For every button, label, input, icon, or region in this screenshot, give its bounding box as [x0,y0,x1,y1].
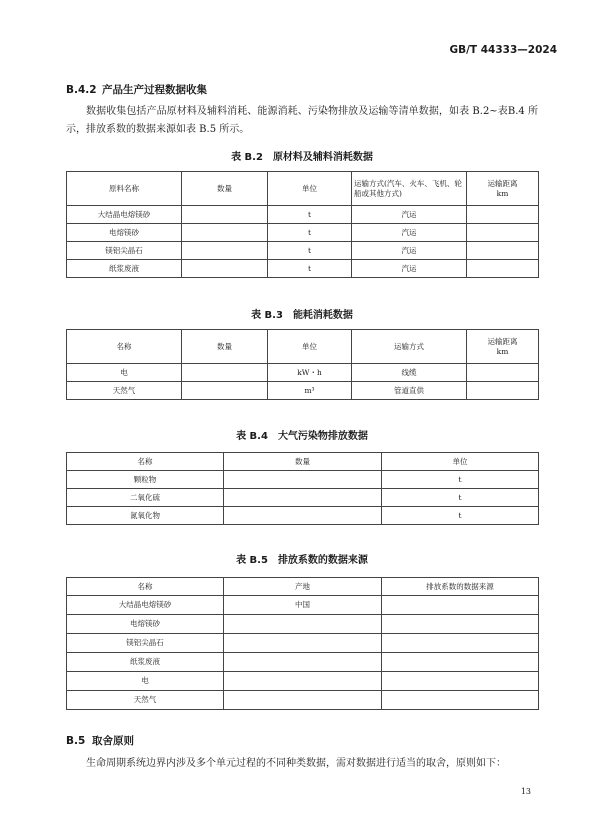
table-cell [382,634,539,653]
table-cell [182,206,268,224]
table-row [67,596,539,615]
table-cell: 汽运 [352,260,467,278]
table-cell: t [268,260,352,278]
header-cell: 运输方式 [352,330,467,364]
header-cell: 单位 [268,330,352,364]
table-cell: 颗粒物 [67,471,224,489]
table-cell [467,364,539,382]
table-cell: m³ [268,382,352,400]
table-cell [182,242,268,260]
table-caption-b2 [66,148,538,163]
table-cell [224,653,382,672]
table-cell: 电 [67,672,224,691]
table-b3 [66,329,539,400]
table-row [67,672,539,691]
table-row [67,382,539,400]
table-caption-b4 [66,427,538,442]
table-cell [224,615,382,634]
section-number: B.5 [66,735,86,747]
table-title: 能耗消耗数据 [292,310,353,321]
header-cell: 产地 [224,578,382,596]
table-cell: 镁铝尖晶石 [67,634,224,653]
table-b4 [66,452,539,525]
table-cell [467,382,539,400]
table-title: 原材料及辅料消耗数据 [272,152,373,163]
table-number: 表 B.3 [251,310,283,321]
table-header-row [67,578,539,596]
table-row [67,206,539,224]
table-cell [382,691,539,710]
table-header-row [67,330,539,364]
header-cell: 数量 [182,172,268,206]
table-cell: t [382,507,539,525]
table-row [67,364,539,382]
table-cell: 中国 [224,596,382,615]
table-cell: 天然气 [67,382,182,400]
table-cell [467,260,539,278]
table-cell: 汽运 [352,206,467,224]
table-cell: 电熔镁砂 [67,615,224,634]
table-cell [182,260,268,278]
table-row [67,507,539,525]
table-number: 表 B.4 [236,431,268,442]
table-cell: t [268,242,352,260]
table-cell: t [382,489,539,507]
table-cell: t [382,471,539,489]
standard-number: GB/T 44333—2024 [449,44,557,56]
header-cell: 数量 [224,453,382,471]
table-header-row [67,453,539,471]
header-cell: 单位 [382,453,539,471]
page-number: 13 [520,787,531,796]
table-cell: 电 [67,364,182,382]
table-cell [182,224,268,242]
section-heading-b5 [66,733,134,748]
table-row [67,691,539,710]
table-cell [224,507,382,525]
table-caption-b5 [66,551,538,566]
table-row [67,615,539,634]
section-paragraph-b42: 数据收集包括产品原材料及辅料消耗、能源消耗、污染物排放及运输等清单数据，如表 B.2~表B.4 所示，排放系数的数据来源如表 B.5 所示。 [66,106,538,135]
table-number: 表 B.2 [231,152,263,163]
table-cell [224,471,382,489]
table-row [67,224,539,242]
table-title: 大气污染物排放数据 [277,431,368,442]
table-cell [224,672,382,691]
section-title: 取舍原则 [92,735,134,747]
header-cell: 排放系数的数据来源 [382,578,539,596]
table-cell [467,224,539,242]
table-row [67,260,539,278]
table-cell: 大结晶电熔镁砂 [67,596,224,615]
header-cell: 运输距离 km [467,330,539,364]
table-cell: 纸浆废液 [67,653,224,672]
table-row [67,471,539,489]
table-cell [467,242,539,260]
header-cell: 数量 [182,330,268,364]
table-row [67,634,539,653]
table-cell: 镁铝尖晶石 [67,242,182,260]
table-cell: 电熔镁砂 [67,224,182,242]
header-cell: 运输距离 km [467,172,539,206]
table-row [67,653,539,672]
table-cell: 汽运 [352,242,467,260]
table-caption-b3 [66,306,538,321]
table-b2 [66,171,539,278]
header-cell: 名称 [67,330,182,364]
table-cell [224,489,382,507]
table-cell: 线缆 [352,364,467,382]
section-number: B.4.2 [66,84,97,96]
section-title: 产品生产过程数据收集 [102,84,207,96]
table-cell [382,615,539,634]
table-cell [224,634,382,653]
table-header-row [67,172,539,206]
table-cell: 天然气 [67,691,224,710]
table-number: 表 B.5 [236,555,268,566]
table-cell [382,596,539,615]
table-cell [182,382,268,400]
table-cell: 管道直供 [352,382,467,400]
table-cell: 纸浆废液 [67,260,182,278]
table-cell [382,672,539,691]
table-cell: 汽运 [352,224,467,242]
table-cell: 氮氧化物 [67,507,224,525]
header-cell: 单位 [268,172,352,206]
table-cell: t [268,224,352,242]
header-cell: 运输方式(汽车、火车、飞机、轮船或其他方式) [352,172,467,206]
table-row [67,489,539,507]
section-heading-b42 [66,82,207,97]
table-cell: kW・h [268,364,352,382]
table-cell [224,691,382,710]
table-cell [467,206,539,224]
section-paragraph-b5: 生命周期系统边界内涉及多个单元过程的不同种类数据，需对数据进行适当的取舍，原则如下： [86,758,506,769]
table-cell [182,364,268,382]
table-b5 [66,577,539,710]
table-title: 排放系数的数据来源 [277,555,368,566]
header-cell: 原料名称 [67,172,182,206]
table-cell: 大结晶电熔镁砂 [67,206,182,224]
table-row [67,242,539,260]
table-cell: t [268,206,352,224]
header-cell: 名称 [67,578,224,596]
header-cell: 名称 [67,453,224,471]
table-cell: 二氧化硫 [67,489,224,507]
table-cell [382,653,539,672]
